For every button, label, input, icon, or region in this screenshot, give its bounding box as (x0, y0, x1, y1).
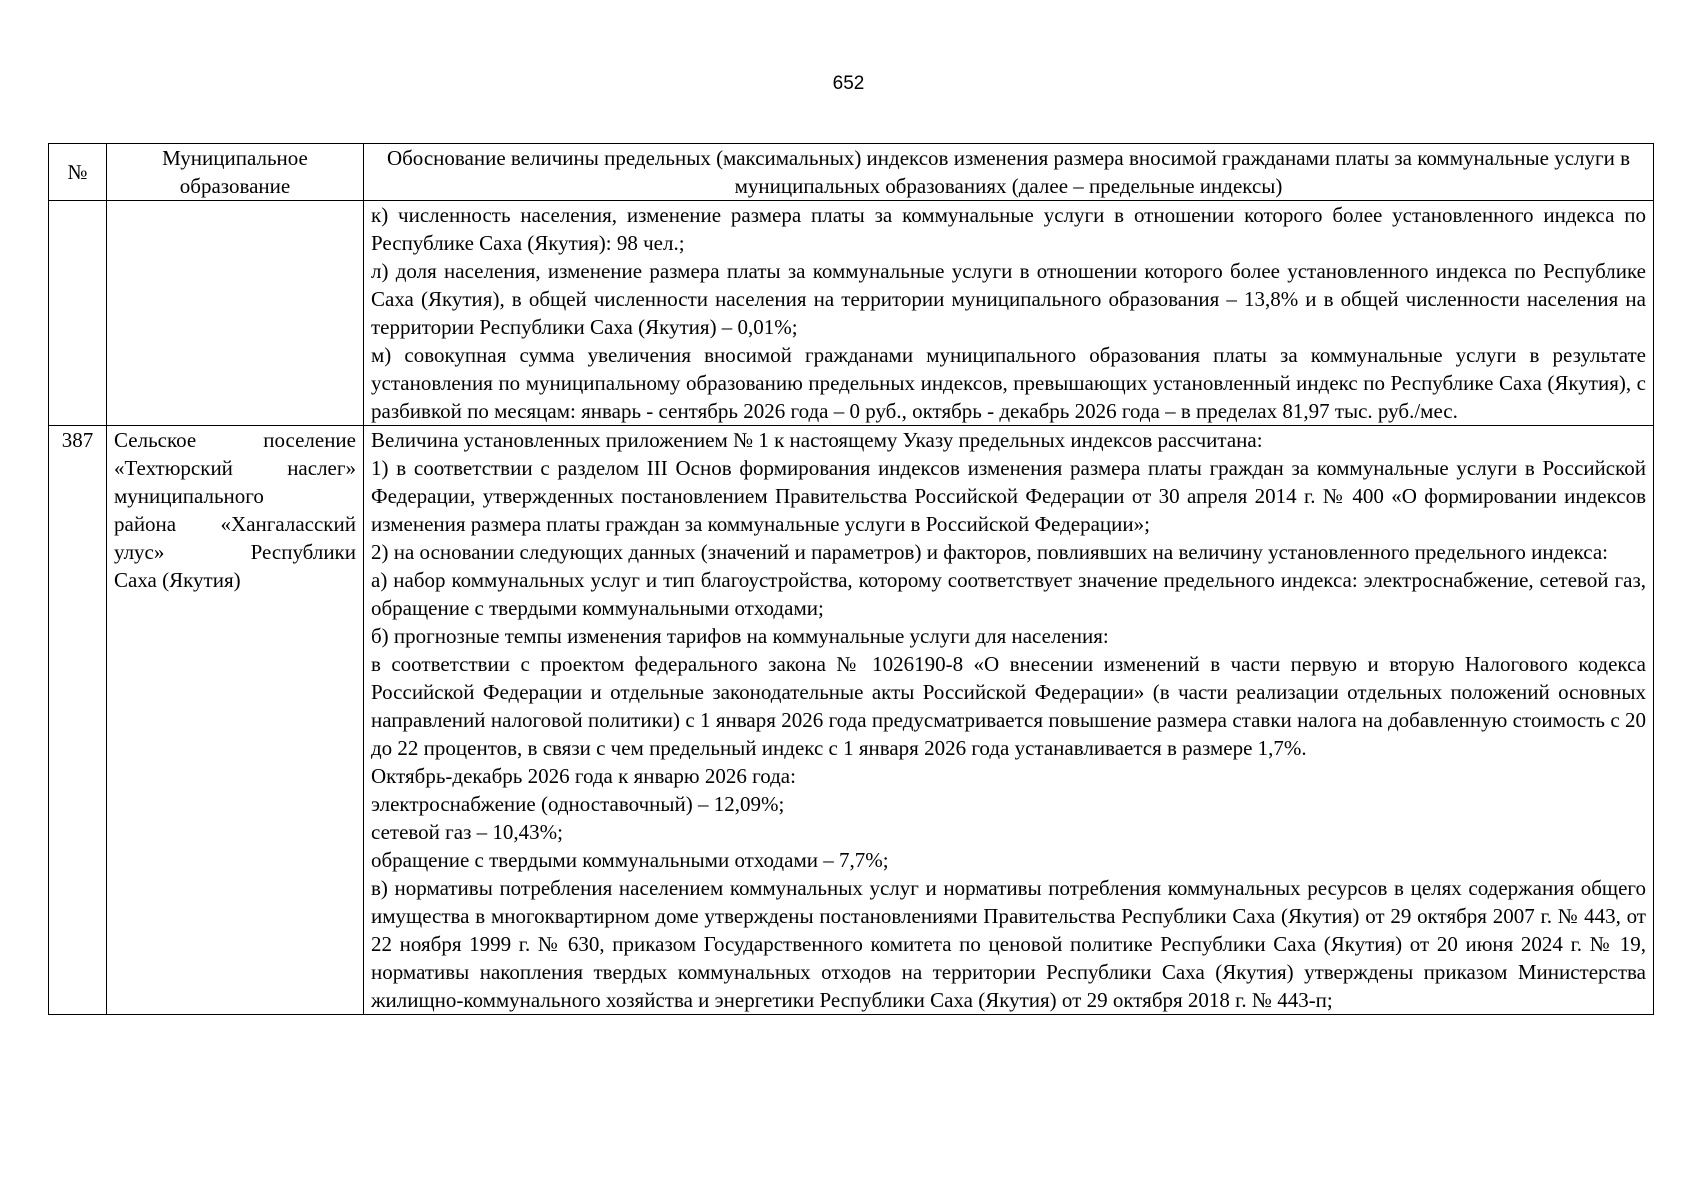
paragraph-1: 1) в соответствии с разделом III Основ формирования индексов изменения размера платы граждан за коммунальные услуги в Российской Федерации, утвержденных постановлением Правительства Российской Федерации от 30 апреля 2014 г. № 400 «О формировании индексов изменения размера платы граждан за коммунальные услуги в Российской Федерации»; (371, 456, 1646, 536)
paragraph-2: 2) на основании следующих данных (значений и параметров) и факторов, повлиявших на величину установленного предельного индекса: (371, 540, 1609, 564)
row-justification-cell (364, 201, 1654, 426)
paragraph-v: в) нормативы потребления населением коммунальных услуг и нормативы потребления коммунальных ресурсов в целях содержания общего имущества в многоквартирном доме утверждены постановлениями Правительства Республики Саха (Якутия) от 29 октября 2007 г. № 443, от 22 ноября 1999 г. № 630, приказом Государственного комитета по ценовой политике Республики Саха (Якутия) от 20 июня 2024 г. № 19, нормативы накопления твердых коммунальных отходов на территории Республики Саха (Якутия) утверждены приказом Министерства жилищно-коммунального хозяйства и энергетики Республики Саха (Якутия) от 29 октября 2018 г. № 443-п; (371, 876, 1646, 1012)
table-header-row (49, 144, 1654, 201)
table-row-387 (49, 426, 1654, 1015)
header-number: № (49, 144, 107, 201)
paragraph-period: Октябрь-декабрь 2026 года к январю 2026 года: (371, 764, 796, 788)
justification-table (48, 143, 1654, 1015)
header-municipality: Муниципальное образование (107, 144, 364, 201)
row-number-cell (49, 201, 107, 426)
paragraph-vat: в соответствии с проектом федерального закона № 1026190-8 «О внесении изменений в части первую и вторую Налогового кодекса Российской Федерации и отдельные законодательные акты Российской Федерации» (в части реализации отдельных положений основных направлений налоговой политики) с 1 января 2026 года предусматривается повышение размера ставки налога на добавленную стоимость с 20 до 22 процентов, в связи с чем предельный индекс с 1 января 2026 года устанавливается в размере 1,7%. (371, 652, 1646, 760)
municipality-line: района «Хангаласский (114, 512, 356, 536)
header-justification: Обоснование величины предельных (максимальных) индексов изменения размера вносимой гражданами платы за коммунальные услуги в муниципальных образованиях (далее – предельные индексы) (364, 144, 1654, 201)
municipality-line: улус» Республики (114, 540, 356, 564)
paragraph-a: а) набор коммунальных услуг и тип благоустройства, которому соответствует значение предельного индекса: электроснабжение, сетевой газ, обращение с твердыми коммунальными отходами; (371, 568, 1646, 620)
paragraph-intro: Величина установленных приложением № 1 к настоящему Указу предельных индексов рассчитана: (371, 428, 1263, 452)
municipality-line: Сельское поселение (114, 428, 356, 452)
paragraph-k: к) численность населения, изменение размера платы за коммунальные услуги в отношении которого более установленного индекса по Республике Саха (Якутия): 98 чел.; (371, 203, 1646, 255)
municipality-line: Саха (Якутия) (114, 568, 241, 592)
row-number-cell: 387 (49, 426, 107, 1015)
municipality-line: муниципального (114, 484, 264, 508)
row-justification-cell (364, 426, 1654, 1015)
row-municipality-cell (107, 426, 364, 1015)
municipality-line: «Техтюрский наслег» (114, 456, 356, 480)
paragraph-l: л) доля населения, изменение размера платы за коммунальные услуги в отношении которого более установленного индекса по Республике Саха (Якутия), в общей численности населения на территории муниципального образования – 13,8% и в общей численности населения на территории Республики Саха (Якутия) – 0,01%; (371, 259, 1646, 339)
paragraph-m: м) совокупная сумма увеличения вносимой гражданами муниципального образования платы за коммунальные услуги в результате установления по муниципальному образованию предельных индексов, превышающих установленный индекс по Республике Саха (Якутия), с разбивкой по месяцам: январь - сентябрь 2026 года – 0 руб., октябрь - декабрь 2026 года – в пределах 81,97 тыс. руб./мес. (371, 343, 1646, 423)
row-municipality-cell (107, 201, 364, 426)
paragraph-waste: обращение с твердыми коммунальными отходами – 7,7%; (371, 848, 889, 872)
paragraph-gas: сетевой газ – 10,43%; (371, 820, 563, 844)
table-row-continued (49, 201, 1654, 426)
paragraph-electricity: электроснабжение (одноставочный) – 12,09%; (371, 792, 785, 816)
paragraph-b: б) прогнозные темпы изменения тарифов на коммунальные услуги для населения: (371, 624, 1109, 648)
page-number: 652 (832, 73, 865, 94)
